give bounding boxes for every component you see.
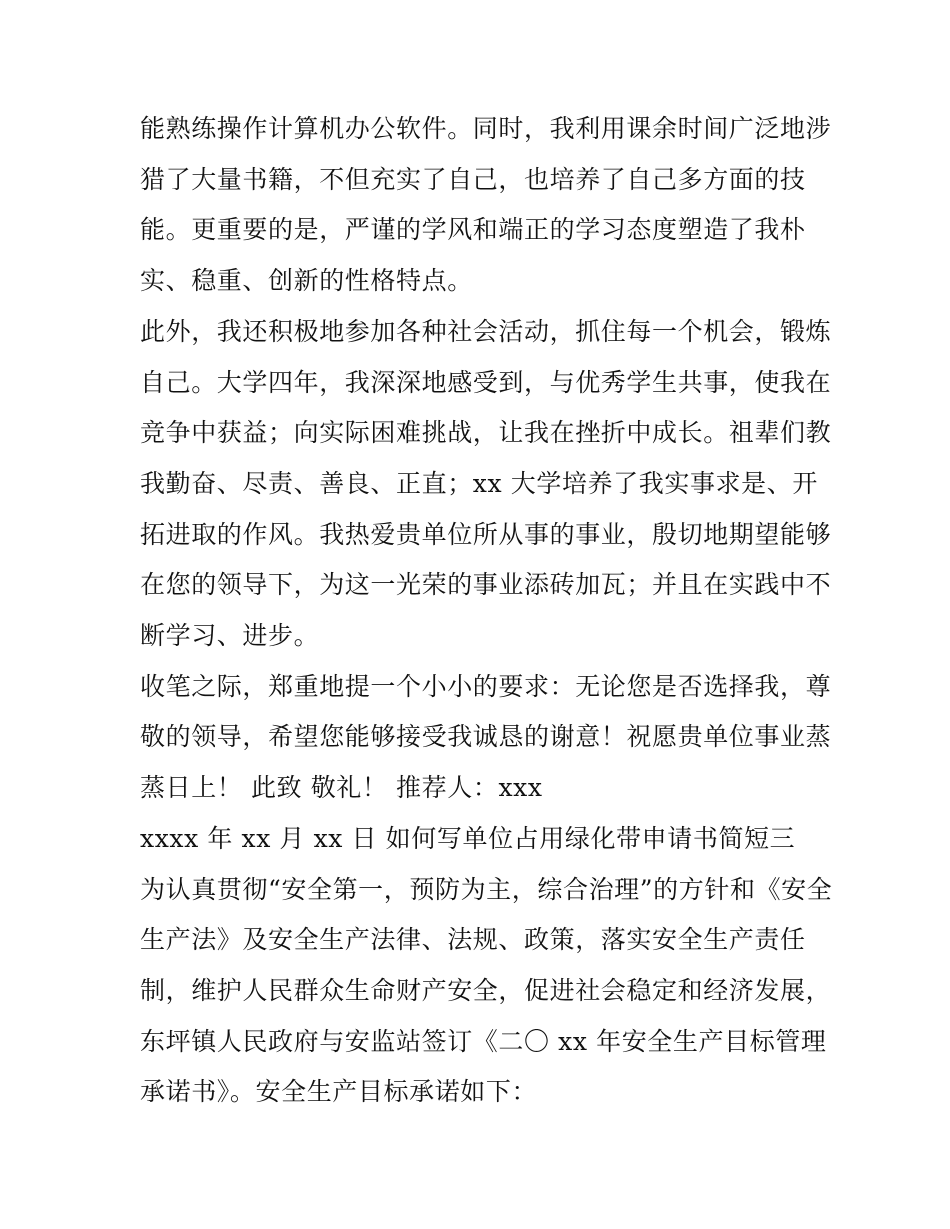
text-line: 我勤奋、尽责、善良、正直；xx 大学培养了我实事求是、开 xyxy=(140,468,818,498)
text-line: 敬的领导，希望您能够接受我诚恳的谢意！祝愿贵单位事业蒸 xyxy=(140,722,832,752)
text-line: 蒸日上！ 此致 敬礼！ 推荐人：xxx xyxy=(140,773,543,803)
document-body xyxy=(140,104,833,1118)
text-line: 在您的领导下，为这一光荣的事业添砖加瓦；并且在实践中不 xyxy=(140,570,832,600)
text-line: 生产法》及安全生产法律、法规、政策，落实安全生产责任 xyxy=(140,925,806,955)
text-line: 制，维护人民群众生命财产安全，促进社会稳定和经济发展， xyxy=(140,975,832,1005)
text-line: 拓进取的作风。我热爱贵单位所从事的事业，殷切地期望能够 xyxy=(140,519,832,549)
text-line: 此外，我还积极地参加各种社会活动，抓住每一个机会，锻炼 xyxy=(140,316,832,346)
text-line: 竞争中获益；向实际困难挑战，让我在挫折中成长。祖辈们教 xyxy=(140,418,832,448)
text-line: 东坪镇人民政府与安监站签订《二〇 xx 年安全生产目标管理 xyxy=(140,1026,827,1056)
text-line: 实、稳重、创新的性格特点。 xyxy=(140,266,473,296)
text-line: 能。更重要的是，严谨的学风和端正的学习态度塑造了我朴 xyxy=(140,215,806,245)
text-line: 能熟练操作计算机办公软件。同时，我利用课余时间广泛地涉 xyxy=(140,114,832,143)
text-line: 断学习、进步。 xyxy=(140,621,320,651)
text-line: 承诺书》。安全生产目标承诺如下： xyxy=(140,1077,538,1107)
text-line: 为认真贯彻“安全第一，预防为主，综合治理”的方针和《安全 xyxy=(140,874,833,904)
text-line: 收笔之际，郑重地提一个小小的要求：无论您是否选择我，尊 xyxy=(140,671,832,701)
text-line: 猎了大量书籍，不但充实了自己，也培养了自己多方面的技 xyxy=(140,164,806,194)
text-line: xxxx 年 xx 月 xx 日 如何写单位占用绿化带申请书简短三 xyxy=(140,823,796,853)
text-line: 自己。大学四年，我深深地感受到，与优秀学生共事，使我在 xyxy=(140,367,832,397)
